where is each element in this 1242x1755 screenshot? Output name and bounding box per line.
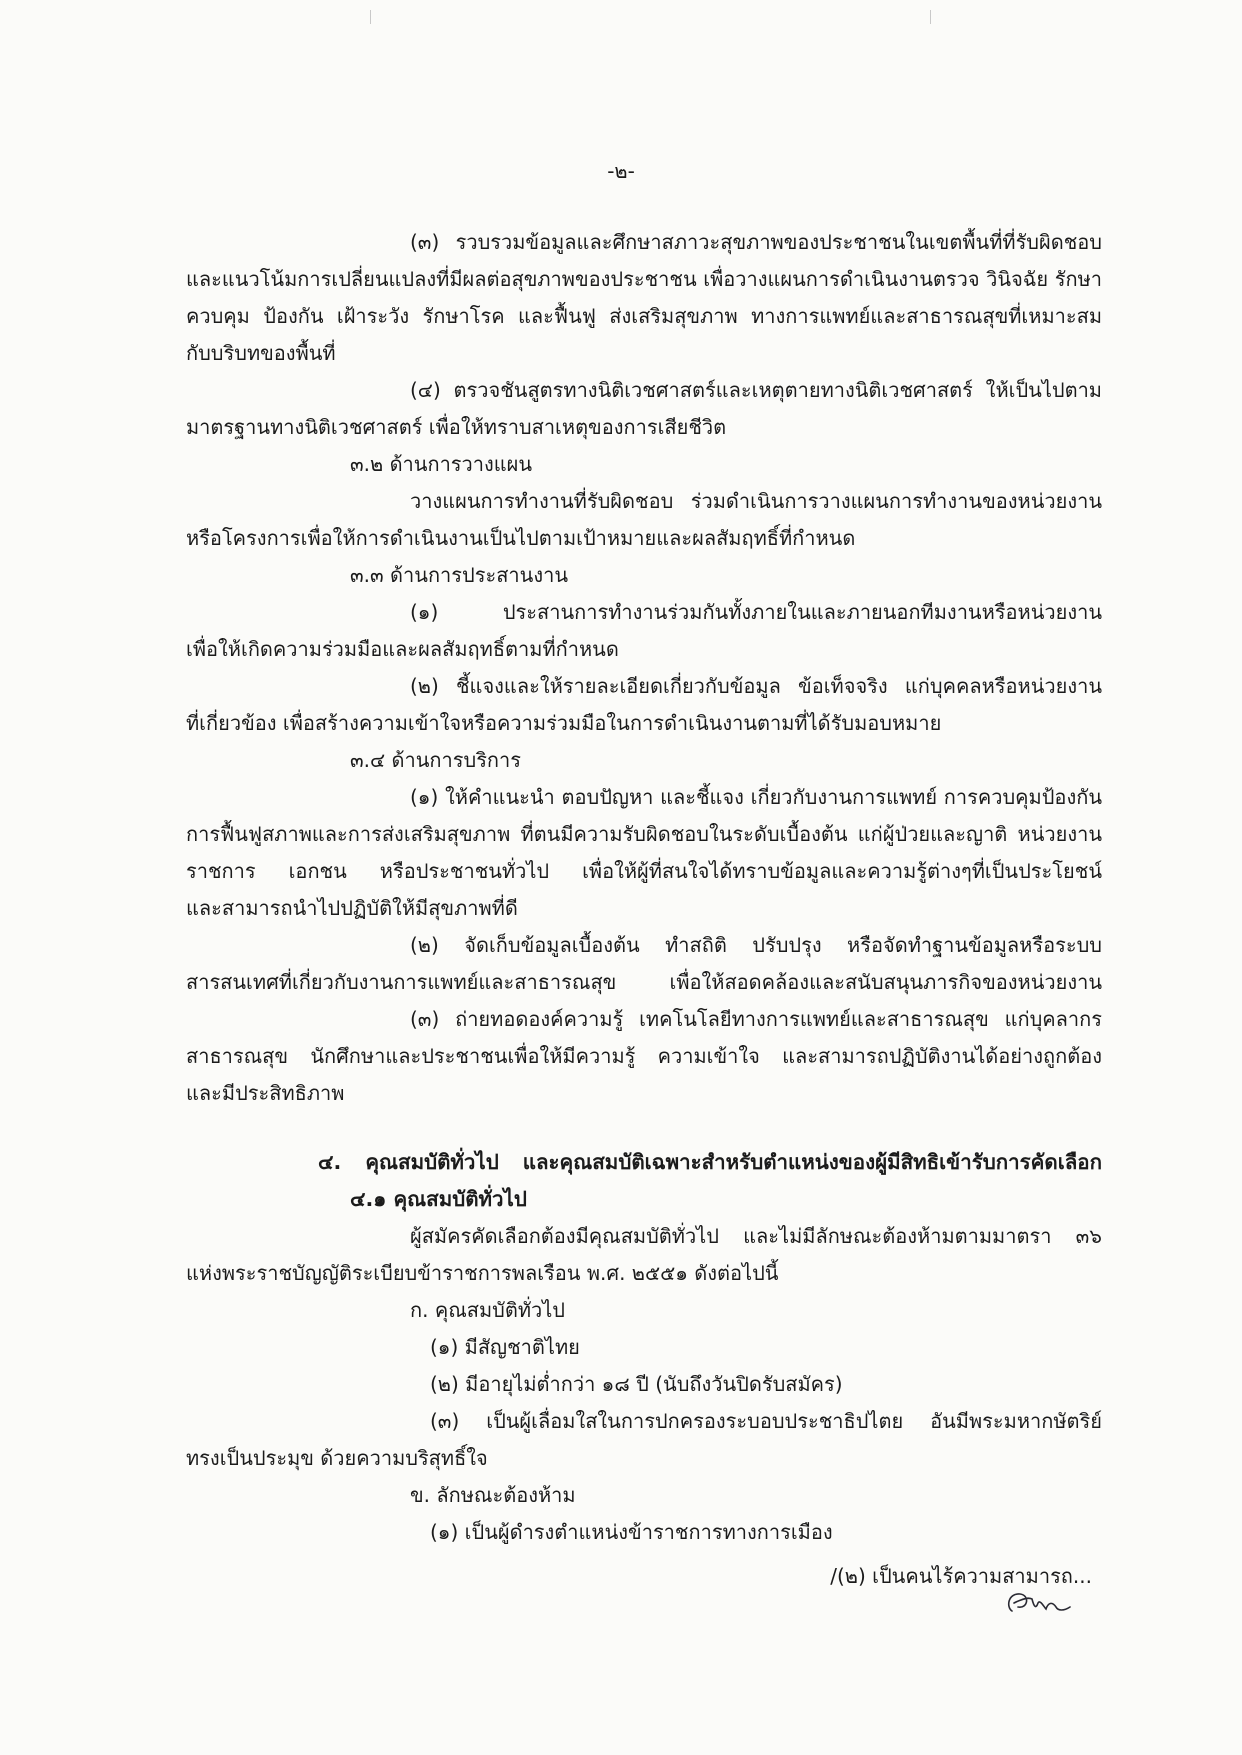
signature [1004,1585,1074,1621]
list-item: (๑) เป็นผู้ดำรงตำแหน่งข้าราชการทางการเมือง [430,1520,833,1544]
paragraph-line: มาตรฐานทางนิติเวชศาสตร์ เพื่อให้ทราบสาเหตุของการเสียชีวิต [186,415,727,439]
paragraph-line: วางแผนการทำงานที่รับผิดชอบ ร่วมดำเนินการวางแผนการทำงานของหน่วยงาน [410,489,1102,513]
continuation-note: /(๒) เป็นคนไร้ความสามารถ... [830,1564,1092,1588]
section-heading: ๓.๒ ด้านการวางแผน [350,452,533,476]
paragraph-line: (๓) ถ่ายทอดองค์ความรู้ เทคโนโลยีทางการแพทย์และสาธารณสุข แก่บุคลากร [410,1007,1102,1031]
paragraph-line: ผู้สมัครคัดเลือกต้องมีคุณสมบัติทั่วไป และไม่มีลักษณะต้องห้ามตามมาตรา ๓๖ [410,1224,1102,1248]
sub-heading: ๔.๑ คุณสมบัติทั่วไป [350,1187,527,1211]
scan-mark-right [930,10,931,24]
main-heading: ๔. คุณสมบัติทั่วไป และคุณสมบัติเฉพาะสำหรับตำแหน่งของผู้มีสิทธิเข้ารับการคัดเลือก [318,1150,1102,1174]
section-heading: ๓.๓ ด้านการประสานงาน [350,563,568,587]
paragraph-line: (๓) รวบรวมข้อมูลและศึกษาสภาวะสุขภาพของประชาชนในเขตพื้นที่ที่รับผิดชอบ [410,230,1102,254]
paragraph-line: และสามารถนำไปปฏิบัติให้มีสุขภาพที่ดี [186,896,518,920]
scan-mark-left [370,10,371,24]
paragraph-line: สาธารณสุข นักศึกษาและประชาชนเพื่อให้มีความรู้ ความเข้าใจ และสามารถปฏิบัติงานได้อย่างถูกต้อง [186,1044,1102,1068]
paragraph-line: แห่งพระราชบัญญัติระเบียบข้าราชการพลเรือน พ.ศ. ๒๕๕๑ ดังต่อไปนี้ [186,1261,779,1285]
paragraph-line: ที่เกี่ยวข้อง เพื่อสร้างความเข้าใจหรือความร่วมมือในการดำเนินงานตามที่ได้รับมอบหมาย [186,711,942,735]
list-item: (๑) มีสัญชาติไทย [430,1335,580,1359]
paragraph-line: (๑) ประสานการทำงานร่วมกันทั้งภายในและภายนอกทีมงานหรือหน่วยงาน [410,600,1102,624]
paragraph-line: (๒) ชี้แจงและให้รายละเอียดเกี่ยวกับข้อมูล ข้อเท็จจริง แก่บุคคลหรือหน่วยงาน [410,674,1102,698]
page-number: -๒- [607,159,635,183]
section-heading: ๓.๔ ด้านการบริการ [350,748,522,772]
list-heading: ก. คุณสมบัติทั่วไป [410,1298,565,1322]
paragraph-line: ควบคุม ป้องกัน เฝ้าระวัง รักษาโรค และฟื้นฟู ส่งเสริมสุขภาพ ทางการแพทย์และสาธารณสุขที่เหมาะสม [186,304,1102,328]
paragraph-line: และมีประสิทธิภาพ [186,1081,345,1105]
list-item: (๓) เป็นผู้เลื่อมใสในการปกครองระบอบประชาธิปไตย อันมีพระมหากษัตริย์ [430,1409,1102,1433]
paragraph-line: (๑) ให้คำแนะนำ ตอบปัญหา และชี้แจง เกี่ยวกับงานการแพทย์ การควบคุมป้องกัน [410,785,1102,809]
paragraph-line: ทรงเป็นประมุข ด้วยความบริสุทธิ์ใจ [186,1446,488,1470]
list-heading: ข. ลักษณะต้องห้าม [410,1483,576,1507]
paragraph-line: หรือโครงการเพื่อให้การดำเนินงานเป็นไปตามเป้าหมายและผลสัมฤทธิ์ที่กำหนด [186,526,856,550]
paragraph-line: และแนวโน้มการเปลี่ยนแปลงที่มีผลต่อสุขภาพของประชาชน เพื่อวางแผนการดำเนินงานตรวจ วินิจฉัย รักษา [186,267,1102,291]
paragraph-line: (๒) จัดเก็บข้อมูลเบื้องต้น ทำสถิติ ปรับปรุง หรือจัดทำฐานข้อมูลหรือระบบ [410,933,1102,957]
paragraph-line: การฟื้นฟูสภาพและการส่งเสริมสุขภาพ ที่ตนมีความรับผิดชอบในระดับเบื้องต้น แก่ผู้ป่วยและญาติ หน่วยงาน [186,822,1102,846]
paragraph-line: ราชการ เอกชน หรือประชาชนทั่วไป เพื่อให้ผู้ที่สนใจได้ทราบข้อมูลและความรู้ต่างๆที่เป็นประโยชน์ [186,859,1102,883]
paragraph-line: กับบริบทของพื้นที่ [186,341,336,365]
paragraph-line: (๔) ตรวจชันสูตรทางนิติเวชศาสตร์และเหตุตายทางนิติเวชศาสตร์ ให้เป็นไปตาม [410,378,1102,402]
paragraph-line: เพื่อให้เกิดความร่วมมือและผลสัมฤทธิ์ตามที่กำหนด [186,637,619,661]
list-item: (๒) มีอายุไม่ต่ำกว่า ๑๘ ปี (นับถึงวันปิดรับสมัคร) [430,1372,843,1396]
paragraph-line: สารสนเทศที่เกี่ยวกับงานการแพทย์และสาธารณสุข เพื่อให้สอดคล้องและสนับสนุนภารกิจของหน่วยงาน [186,970,1102,994]
